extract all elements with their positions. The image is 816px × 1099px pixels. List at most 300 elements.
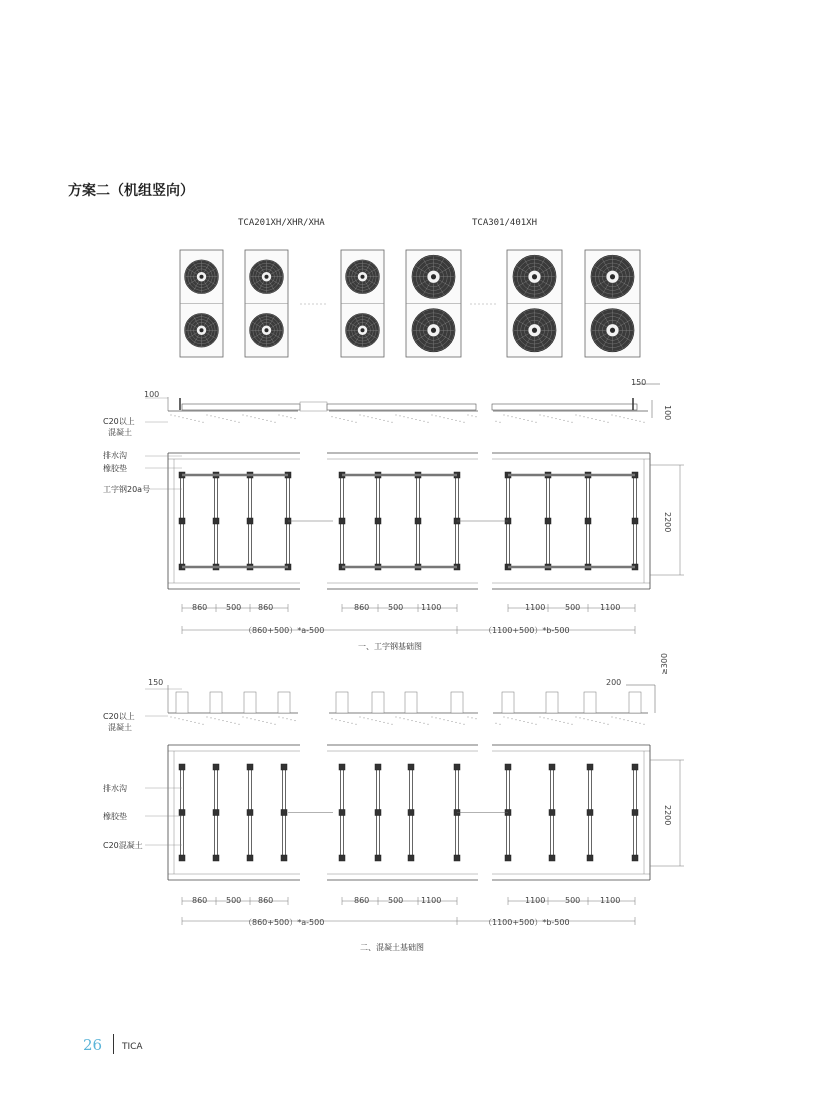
dim-sum-left-1: （860+500）*a-500 (244, 626, 325, 635)
ground-2-aggregate (564, 722, 565, 723)
ground-2-aggregate (211, 717, 212, 718)
ground-1-aggregate (199, 421, 200, 422)
ground-2-aggregate (444, 719, 445, 720)
ground-2-aggregate (520, 720, 521, 721)
ground-1-aggregate (275, 422, 276, 423)
ground-2-aggregate (516, 719, 517, 720)
ground-2-aggregate (187, 720, 188, 721)
concrete-plan-rubber-pad (339, 810, 345, 816)
ground-2-aggregate (604, 723, 605, 724)
ground-2-aggregate (616, 717, 617, 718)
ground-1-aggregate (219, 417, 220, 418)
unit-2-bottom-hub-center (264, 328, 268, 332)
ground-1-aggregate (215, 416, 216, 417)
steel-plan-rubber-pad (415, 518, 421, 524)
concrete-plan-rubber-pad (632, 855, 638, 861)
ground-1-aggregate (552, 417, 553, 418)
ground-1-aggregate (408, 417, 409, 418)
ground-1-aggregate (396, 415, 397, 416)
ground-2-aggregate (428, 724, 429, 725)
ground-2-aggregate (259, 720, 260, 721)
ground-1-aggregate (283, 415, 284, 416)
label-drain-2: 排水沟 (103, 784, 127, 793)
ground-2-aggregate (512, 718, 513, 719)
concrete-plan-rubber-pad (549, 764, 555, 770)
concrete-plan-rubber-pad (213, 810, 219, 816)
concrete-plan-rubber-pad (339, 764, 345, 770)
unit-2-top-hub-center (264, 275, 268, 279)
ground-1-aggregate (624, 417, 625, 418)
ground-2-aggregate (456, 722, 457, 723)
ground-2-aggregate (424, 723, 425, 724)
ground-2-aggregate (227, 721, 228, 722)
ground-1-aggregate (620, 416, 621, 417)
ground-2-aggregate (464, 724, 465, 725)
page-title: 方案二（机组竖向） (68, 183, 194, 199)
ground-2-aggregate (408, 719, 409, 720)
ground-1-aggregate (604, 421, 605, 422)
ground-2-aggregate (340, 720, 341, 721)
ground-2-aggregate (175, 717, 176, 718)
ground-2-aggregate (243, 717, 244, 718)
ground-2-aggregate (372, 719, 373, 720)
concrete-plan-rubber-pad (454, 764, 460, 770)
ground-2-aggregate (416, 721, 417, 722)
ground-2-aggregate (556, 720, 557, 721)
ground-1-aggregate (336, 417, 337, 418)
ground-2-aggregate (504, 717, 505, 718)
ground-1-aggregate (500, 422, 501, 423)
ground-2-aggregate (452, 721, 453, 722)
label-c20-above-1: C20以上 (103, 417, 135, 426)
ground-2-aggregate (636, 722, 637, 723)
label-drain-1: 排水沟 (103, 451, 127, 460)
concrete-plan-rubber-pad (632, 810, 638, 816)
ground-1-aggregate (227, 419, 228, 420)
ground-2-aggregate (572, 724, 573, 725)
ground-2-aggregate (251, 718, 252, 719)
ground-2-aggregate (580, 717, 581, 718)
ground-1-aggregate (380, 419, 381, 420)
ground-1-aggregate (416, 419, 417, 420)
ground-2-aggregate (568, 723, 569, 724)
concrete-plan-rubber-pad (247, 810, 253, 816)
right-model-label: TCA301/401XH (472, 218, 538, 228)
ground-2-aggregate (364, 717, 365, 718)
ground-1-aggregate (444, 417, 445, 418)
ground-2-aggregate (508, 717, 509, 718)
ground-1-aggregate (556, 418, 557, 419)
steel-beam-elev-2 (327, 404, 476, 410)
ground-2-aggregate (532, 723, 533, 724)
concrete-plan-rubber-pad (408, 764, 414, 770)
ground-1-aggregate (628, 418, 629, 419)
ground-1-aggregate (332, 416, 333, 417)
ground-1-aggregate (295, 418, 296, 419)
dim-top-right-h-2: ≥300 (660, 653, 669, 675)
ground-1-aggregate (640, 421, 641, 422)
concrete-block-elev (405, 692, 417, 713)
concrete-block-elev (546, 692, 558, 713)
unit-5-top-hub-center (532, 274, 537, 279)
ground-1-aggregate (183, 417, 184, 418)
ground-1-aggregate (255, 417, 256, 418)
dim-top-right-w-1: 150 (631, 378, 647, 387)
ground-2-aggregate (352, 723, 353, 724)
steel-plan-rubber-pad (375, 518, 381, 524)
unit-6-bottom-hub-center (610, 328, 615, 333)
ground-1-aggregate (348, 420, 349, 421)
ground-2-aggregate (632, 721, 633, 722)
ground-1-aggregate (536, 422, 537, 423)
dim-top-right-w-2: 200 (606, 678, 622, 687)
steel-beam-elev-1 (182, 404, 300, 410)
dim-top-left-2: 150 (148, 678, 164, 687)
ground-1-aggregate (171, 415, 172, 416)
ground-1-aggregate (460, 421, 461, 422)
concrete-block-elev (210, 692, 222, 713)
ground-1-aggregate (496, 421, 497, 422)
ground-1-aggregate (512, 416, 513, 417)
ground-2-aggregate (171, 717, 172, 718)
concrete-plan-rubber-pad (505, 764, 511, 770)
ground-2-aggregate (255, 719, 256, 720)
ground-1-aggregate (636, 420, 637, 421)
ground-2-aggregate (468, 717, 469, 718)
dim-860-c1: 860 (354, 603, 370, 612)
ground-1-aggregate (239, 422, 240, 423)
concrete-plan-rubber-pad (375, 855, 381, 861)
ground-1-aggregate (247, 415, 248, 416)
ground-2-aggregate (420, 722, 421, 723)
ground-1-aggregate (211, 415, 212, 416)
ground-2-aggregate (348, 722, 349, 723)
ground-2-aggregate (388, 723, 389, 724)
ground-2-aggregate (219, 719, 220, 720)
ground-1-aggregate (572, 422, 573, 423)
ground-1-aggregate (560, 419, 561, 420)
concrete-plan-rubber-pad (375, 810, 381, 816)
ground-2-aggregate (640, 723, 641, 724)
left-model-label: TCA201XH/XHR/XHA (238, 218, 325, 228)
ground-1-aggregate (356, 422, 357, 423)
dim-860-b1: 860 (258, 603, 274, 612)
page-number: 26 (83, 1036, 103, 1054)
ground-1-aggregate (476, 416, 477, 417)
ground-2-aggregate (404, 718, 405, 719)
ground-1-aggregate (432, 415, 433, 416)
unit-3-top-hub-center (360, 275, 364, 279)
steel-plan-rubber-pad (545, 518, 551, 524)
dim-860-a2: 860 (192, 896, 208, 905)
dim-1100-a1: 1100 (421, 603, 442, 612)
label-rubber-1: 橡胶垫 (103, 464, 127, 473)
ground-1-aggregate (223, 418, 224, 419)
concrete-plan-rubber-pad (213, 855, 219, 861)
ground-1-aggregate (600, 420, 601, 421)
ground-1-aggregate (243, 415, 244, 416)
concrete-block-elev (451, 692, 463, 713)
label-concrete-2: 混凝土 (108, 723, 132, 732)
ground-1-aggregate (175, 415, 176, 416)
ground-1-aggregate (576, 415, 577, 416)
ground-2-aggregate (588, 719, 589, 720)
ground-1-aggregate (472, 415, 473, 416)
ground-2-aggregate (432, 717, 433, 718)
dim-860-a1: 860 (192, 603, 208, 612)
ground-1-aggregate (195, 420, 196, 421)
ground-2-aggregate (528, 722, 529, 723)
dim-1100-b2: 1100 (525, 896, 546, 905)
steel-beam-elev-3 (492, 404, 637, 410)
ground-2-aggregate (344, 721, 345, 722)
unit-5-bottom-hub-center (532, 328, 537, 333)
concrete-block-elev (244, 692, 256, 713)
ground-2-aggregate (448, 720, 449, 721)
dim-1100-a2: 1100 (421, 896, 442, 905)
dim-sum-left-2: （860+500）*a-500 (244, 918, 325, 927)
ground-2-aggregate (376, 720, 377, 721)
ground-1-aggregate (524, 419, 525, 420)
ground-1-aggregate (231, 420, 232, 421)
ground-2-aggregate (231, 722, 232, 723)
dim-500-c2: 500 (565, 896, 581, 905)
dim-1100-c2: 1100 (600, 896, 621, 905)
ground-1-aggregate (267, 420, 268, 421)
ground-2-aggregate (476, 718, 477, 719)
ground-1-aggregate (251, 416, 252, 417)
dim-860-c2: 860 (354, 896, 370, 905)
ground-1-aggregate (468, 415, 469, 416)
concrete-plan-rubber-pad (408, 855, 414, 861)
ground-1-aggregate (464, 422, 465, 423)
ground-1-aggregate (203, 422, 204, 423)
concrete-block-elev (278, 692, 290, 713)
dim-top-left-1: 100 (144, 390, 160, 399)
steel-plan-rubber-pad (339, 518, 345, 524)
ground-1-aggregate (616, 415, 617, 416)
concrete-plan-rubber-pad (339, 855, 345, 861)
concrete-plan-rubber-pad (247, 855, 253, 861)
ground-2-aggregate (440, 718, 441, 719)
concrete-plan-rubber-pad (454, 855, 460, 861)
ground-2-aggregate (279, 717, 280, 718)
ground-2-aggregate (560, 721, 561, 722)
ground-2-aggregate (295, 720, 296, 721)
ground-1-aggregate (440, 416, 441, 417)
ground-1-aggregate (580, 415, 581, 416)
concrete-plan-rubber-pad (587, 855, 593, 861)
ground-2-aggregate (472, 717, 473, 718)
steel-plan-rubber-pad (213, 518, 219, 524)
ground-1-aggregate (364, 415, 365, 416)
dim-1100-b1: 1100 (525, 603, 546, 612)
ground-1-aggregate (516, 417, 517, 418)
label-concrete-1: 混凝土 (108, 428, 132, 437)
ground-2-aggregate (223, 720, 224, 721)
concrete-block-elev (629, 692, 641, 713)
ground-1-aggregate (388, 421, 389, 422)
beam-gap (300, 402, 327, 411)
ground-1-aggregate (384, 420, 385, 421)
dim-height-2: 2200 (663, 805, 672, 826)
concrete-plan-rubber-pad (179, 810, 185, 816)
concrete-block-elev (336, 692, 348, 713)
dim-500-c1: 500 (565, 603, 581, 612)
ground-1-aggregate (528, 420, 529, 421)
unit-3-bottom-hub-center (360, 328, 364, 332)
unit-6-top-hub-center (610, 274, 615, 279)
ground-2-aggregate (336, 719, 337, 720)
ground-2-aggregate (596, 721, 597, 722)
ground-2-aggregate (460, 723, 461, 724)
dim-500-a2: 500 (226, 896, 242, 905)
concrete-plan-rubber-pad (505, 855, 511, 861)
unit-4-top-hub-center (431, 274, 436, 279)
ground-2-aggregate (247, 717, 248, 718)
ground-2-aggregate (263, 721, 264, 722)
ground-1-aggregate (548, 416, 549, 417)
ground-2-aggregate (500, 724, 501, 725)
ground-1-aggregate (271, 421, 272, 422)
ground-1-aggregate (187, 418, 188, 419)
ground-2-aggregate (199, 723, 200, 724)
ground-1-aggregate (352, 421, 353, 422)
ground-1-aggregate (424, 421, 425, 422)
unit-4-bottom-hub-center (431, 328, 436, 333)
ground-1-aggregate (207, 415, 208, 416)
concrete-plan-rubber-pad (179, 764, 185, 770)
ground-2-aggregate (368, 718, 369, 719)
ground-2-aggregate (360, 717, 361, 718)
unit-1-top-hub-center (199, 275, 203, 279)
label-rubber-2: 橡胶垫 (103, 812, 127, 821)
footer-divider (113, 1034, 114, 1054)
ground-2-aggregate (235, 723, 236, 724)
ground-2-aggregate (291, 719, 292, 720)
concrete-plan-rubber-pad (375, 764, 381, 770)
concrete-block-elev (176, 692, 188, 713)
concrete-plan-rubber-pad (281, 810, 287, 816)
ground-2-aggregate (592, 720, 593, 721)
unit-1-bottom-hub-center (199, 328, 203, 332)
ground-1-aggregate (263, 419, 264, 420)
ground-1-aggregate (368, 416, 369, 417)
ground-2-aggregate (612, 717, 613, 718)
ground-2-aggregate (644, 724, 645, 725)
ground-1-aggregate (340, 418, 341, 419)
dim-sum-right-1: （1100+500）*b-500 (484, 626, 570, 635)
ground-2-aggregate (332, 718, 333, 719)
ground-1-aggregate (520, 418, 521, 419)
ground-1-aggregate (291, 417, 292, 418)
ground-2-aggregate (540, 717, 541, 718)
ground-1-aggregate (504, 415, 505, 416)
ground-2-aggregate (600, 722, 601, 723)
ground-1-aggregate (448, 418, 449, 419)
concrete-plan-rubber-pad (587, 810, 593, 816)
ground-2-aggregate (195, 722, 196, 723)
concrete-plan-rubber-pad (587, 764, 593, 770)
ground-1-aggregate (612, 415, 613, 416)
ground-1-aggregate (372, 417, 373, 418)
ground-1-aggregate (360, 415, 361, 416)
ground-1-aggregate (592, 418, 593, 419)
ground-2-aggregate (179, 718, 180, 719)
ground-2-aggregate (275, 724, 276, 725)
ground-2-aggregate (608, 724, 609, 725)
ground-2-aggregate (392, 724, 393, 725)
concrete-plan-rubber-pad (213, 764, 219, 770)
ground-1-aggregate (279, 415, 280, 416)
ground-1-aggregate (179, 416, 180, 417)
footer-brand: TICA (122, 1042, 143, 1052)
ground-2-aggregate (628, 720, 629, 721)
label-c20-2: C20混凝土 (103, 841, 143, 850)
ground-1-aggregate (596, 419, 597, 420)
ground-1-aggregate (400, 415, 401, 416)
ground-1-aggregate (191, 419, 192, 420)
concrete-plan-rubber-pad (247, 764, 253, 770)
concrete-plan-rubber-pad (408, 810, 414, 816)
ground-2-aggregate (287, 718, 288, 719)
ground-2-aggregate (384, 722, 385, 723)
concrete-plan-rubber-pad (549, 810, 555, 816)
dim-500-b2: 500 (388, 896, 404, 905)
ground-1-aggregate (420, 420, 421, 421)
ground-2-aggregate (267, 722, 268, 723)
ground-2-aggregate (356, 724, 357, 725)
ground-1-aggregate (404, 416, 405, 417)
dim-height-1: 2200 (663, 512, 672, 533)
ground-2-aggregate (544, 717, 545, 718)
ground-1-aggregate (376, 418, 377, 419)
ground-1-aggregate (568, 421, 569, 422)
caption-steel: 一、工字钢基础图 (358, 642, 422, 651)
ground-1-aggregate (564, 420, 565, 421)
ground-1-aggregate (632, 419, 633, 420)
concrete-plan-rubber-pad (281, 855, 287, 861)
concrete-block-elev (502, 692, 514, 713)
ground-2-aggregate (496, 723, 497, 724)
ground-1-aggregate (532, 421, 533, 422)
ground-2-aggregate (283, 717, 284, 718)
ground-1-aggregate (428, 422, 429, 423)
caption-concrete: 二、混凝土基础图 (360, 943, 424, 952)
ground-1-aggregate (644, 422, 645, 423)
ground-2-aggregate (207, 717, 208, 718)
ground-2-aggregate (576, 717, 577, 718)
ground-1-aggregate (344, 419, 345, 420)
ground-2-aggregate (239, 724, 240, 725)
steel-plan-rubber-pad (179, 518, 185, 524)
ground-1-aggregate (608, 422, 609, 423)
label-ibeam-1: 工字钢20a号 (103, 485, 151, 494)
ground-2-aggregate (396, 717, 397, 718)
ground-1-aggregate (287, 416, 288, 417)
ground-1-aggregate (508, 415, 509, 416)
label-c20-above-2: C20以上 (103, 712, 135, 721)
steel-plan-rubber-pad (632, 518, 638, 524)
ground-1-aggregate (588, 417, 589, 418)
ground-2-aggregate (552, 719, 553, 720)
ground-2-aggregate (271, 723, 272, 724)
ground-1-aggregate (584, 416, 585, 417)
ground-2-aggregate (620, 718, 621, 719)
concrete-block-elev (584, 692, 596, 713)
ground-2-aggregate (524, 721, 525, 722)
ground-2-aggregate (584, 718, 585, 719)
